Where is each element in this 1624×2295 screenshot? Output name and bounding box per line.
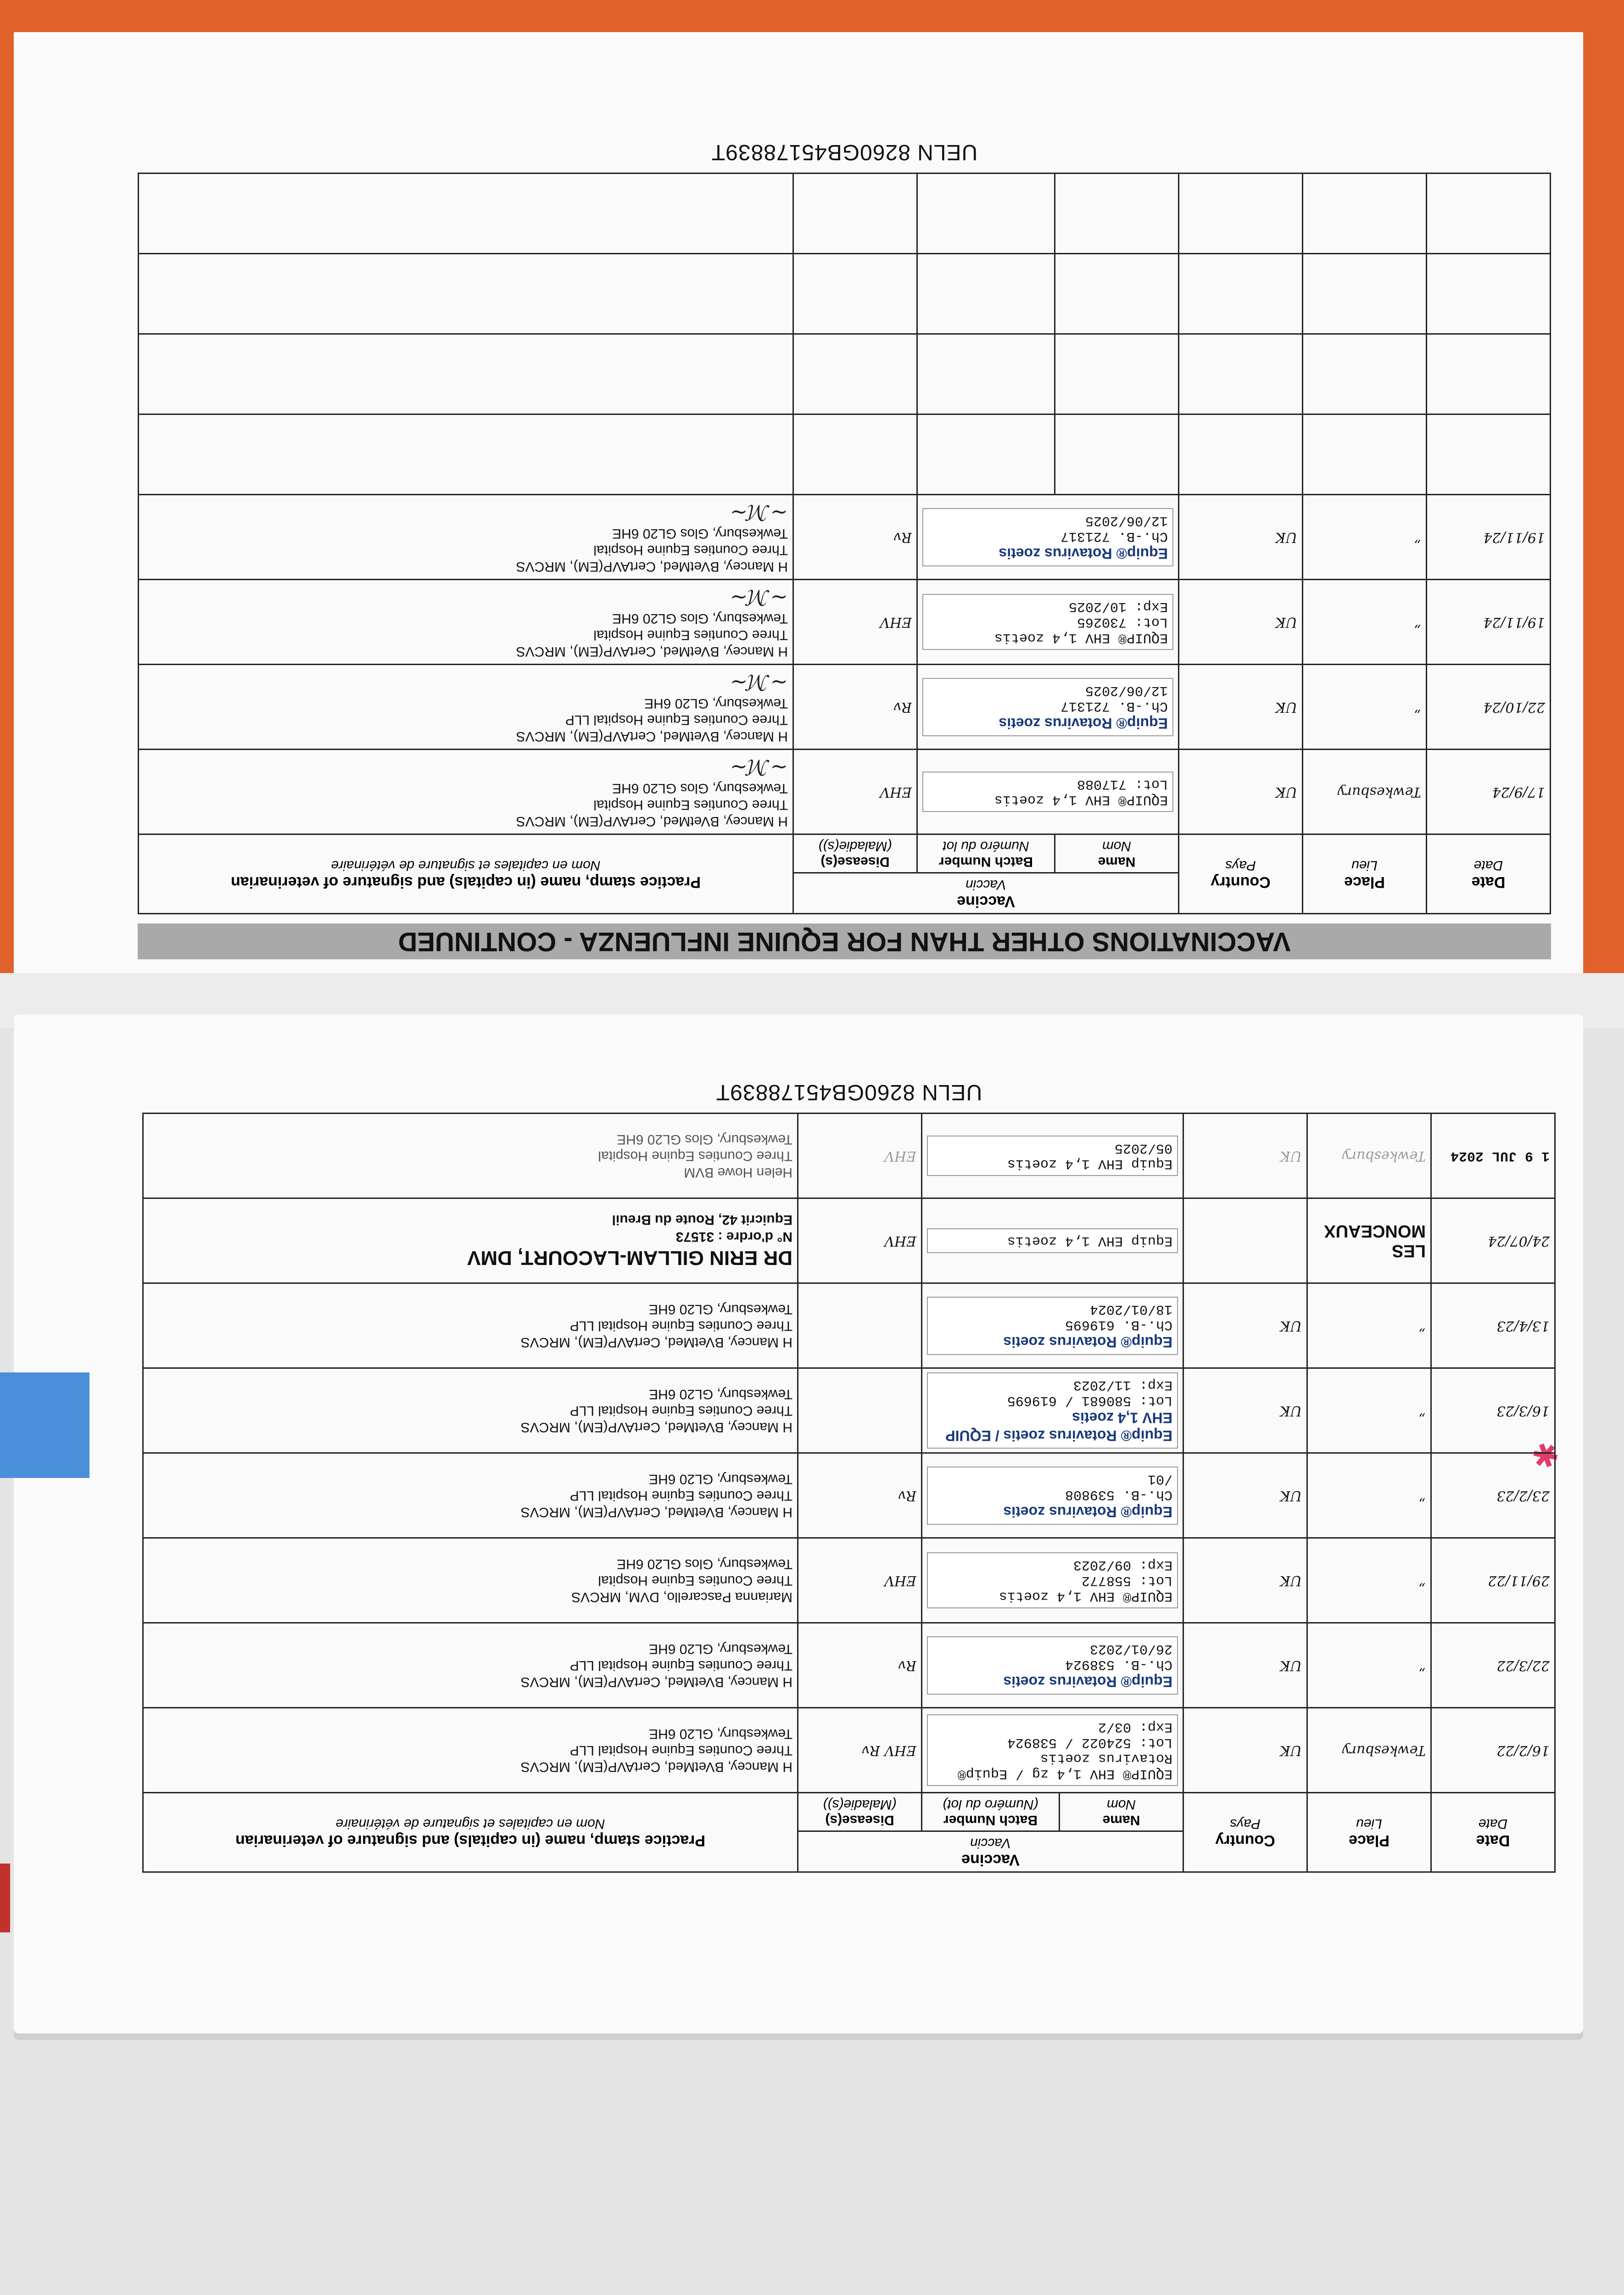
cell-date: 16/2/22 <box>1431 1708 1555 1793</box>
cell-place: LES MONCEAUX <box>1307 1198 1431 1283</box>
cell-date: 29/11/22 <box>1431 1538 1555 1623</box>
vaccine-sticker: Equip EHV 1,4 zoetis <box>927 1228 1178 1253</box>
cell-practice-stamp: Helen Howe BVM Three Counties Equine Hospital Tewkesbury, Glos GL20 6HE <box>143 1114 798 1198</box>
header-batch: Batch Number Numéro du lot <box>917 834 1055 873</box>
section-banner: VACCINATIONS OTHER THAN FOR EQUINE INFLUENZA - CONTINUED <box>138 924 1551 959</box>
cell-diseases: Rv <box>798 1623 921 1708</box>
header-date: Date Date <box>1431 1793 1555 1872</box>
cell-vaccine-label <box>922 1368 1183 1453</box>
header-date: Date Date <box>1427 834 1551 914</box>
cell-date: 22/3/22 <box>1431 1623 1555 1708</box>
cell-place: Tewkesbury <box>1307 1114 1431 1198</box>
cell-country: UK <box>1179 665 1303 750</box>
cell-vaccine-label <box>922 1623 1183 1708</box>
cell-country: UK <box>1183 1708 1307 1793</box>
cell-diseases: Rv <box>793 665 917 750</box>
cell-place: ” <box>1303 665 1427 750</box>
cell-practice-stamp: H Mancey, BVetMed, CertAVP(EM), MRCVS Three Counties Equine Hospital LLP Tewkesbury, GL20 6HE ~ℳ~ <box>139 665 793 750</box>
cell-country: UK <box>1179 750 1303 834</box>
table-row <box>143 1538 1555 1623</box>
cell-diseases <box>798 1368 921 1453</box>
table-row <box>139 580 1551 665</box>
cell-date: 23/2/23 <box>1431 1453 1555 1538</box>
cell-place: ” <box>1307 1623 1431 1708</box>
cell-country: UK <box>1183 1368 1307 1453</box>
cell-date: 19/11/24 <box>1427 495 1551 580</box>
signature: ~ℳ~ <box>730 670 788 695</box>
cell-diseases: EHV <box>798 1198 921 1283</box>
cell-vaccine-label <box>922 1198 1183 1283</box>
table-header-row <box>143 1831 1555 1872</box>
cell-place: ” <box>1303 580 1427 665</box>
vaccine-sticker: Equip® Rotavirus zoetis Ch.-B. 539808 /01 <box>927 1467 1178 1525</box>
header-country: Country Pays <box>1183 1793 1307 1872</box>
cell-country: UK <box>1183 1538 1307 1623</box>
ueln-number: UELN 8260GB4517883​9T <box>715 1080 982 1105</box>
vaccine-sticker: EQUIP® EHV 1,4 zoetis Lot: 558772 Exp: 09/2023 <box>927 1552 1178 1608</box>
cell-practice-stamp: H Mancey, BVetMed, CertAVP(EM), MRCVS Three Counties Equine Hospital Tewkesbury, Glos GL20 6HE ~ℳ~ <box>139 580 793 665</box>
table-row <box>139 495 1551 580</box>
pink-pen-mark: ✱ <box>1525 1439 1567 1472</box>
table-row <box>143 1368 1555 1453</box>
vaccine-sticker: Equip® Rotavirus zoetis Ch.-B. 721317 12/06/2025 <box>922 678 1173 736</box>
cell-country: UK <box>1179 580 1303 665</box>
cell-country: UK <box>1183 1453 1307 1538</box>
cell-country: UK <box>1183 1283 1307 1368</box>
cell-vaccine-label <box>917 750 1179 834</box>
header-diseases: Disease(s) (Maladie(s)) <box>798 1793 921 1831</box>
table-row-empty <box>139 254 1551 334</box>
vaccine-sticker: Equip® Rotavirus zoetis Ch.-B. 538924 26/01/2023 <box>927 1636 1178 1695</box>
cell-date: 19/11/24 <box>1427 580 1551 665</box>
table-row-empty <box>139 414 1551 495</box>
cell-date: 22/10/24 <box>1427 665 1551 750</box>
table-row <box>143 1198 1555 1283</box>
red-page-tab <box>0 1864 10 1932</box>
cell-vaccine-label <box>922 1283 1183 1368</box>
cell-place: Tewkesbury <box>1303 750 1427 834</box>
ueln-number: UELN 8260GB4517883​9T <box>711 140 978 165</box>
signature: ~ℳ~ <box>730 500 788 525</box>
cell-diseases: EHV <box>793 580 917 665</box>
header-name: Name Nom <box>1060 1793 1183 1831</box>
signature: ~ℳ~ <box>730 585 788 610</box>
header-country: Country Pays <box>1179 834 1303 914</box>
table-row <box>139 665 1551 750</box>
cell-date: 13/4/23 <box>1431 1283 1555 1368</box>
cell-diseases: Rv <box>798 1453 921 1538</box>
cell-place: Tewkesbury <box>1307 1708 1431 1793</box>
cell-place: ” <box>1307 1453 1431 1538</box>
cell-vaccine-label <box>917 665 1179 750</box>
header-practice: Practice stamp, name (in capitals) and signature of veterinarian Nom en capitales et signature de vétérinaire <box>143 1793 798 1872</box>
header-practice: Practice stamp, name (in capitals) and signature of veterinarian Nom en capitales et signature de vétérinaire <box>139 834 793 914</box>
vaccine-sticker: Equip® Rotavirus zoetis / EQUIP EHV 1,4 zoetis Lot: 580681 / 619695 Exp: 11/2023 <box>927 1372 1178 1449</box>
vaccine-sticker: EQUIP® EHV 1,4 zg / Equip® Rotavirus zoetis Lot: 524022 / 538924 Exp: 03/2 <box>927 1714 1178 1786</box>
vaccine-sticker: Equip® Rotavirus zoetis Ch.-B. 721317 12/06/2025 <box>922 508 1173 566</box>
blue-page-tab <box>0 1372 89 1478</box>
vaccine-sticker: Equip EHV 1,4 zoetis 05/2025 <box>927 1136 1178 1176</box>
table-row <box>143 1708 1555 1793</box>
cell-place: ” <box>1307 1283 1431 1368</box>
cell-practice-stamp: H Mancey, BVetMed, CertAVP(EM), MRCVS Three Counties Equine Hospital LLP Tewkesbury, GL20 6HE <box>143 1623 798 1708</box>
cell-vaccine-label <box>917 495 1179 580</box>
header-batch: Batch Number (Numéro du lot) <box>922 1793 1060 1831</box>
cell-practice-stamp: H Mancey, BVetMed, CertAVP(EM), MRCVS Three Counties Equine Hospital LLP Tewkesbury, GL20 6HE <box>143 1453 798 1538</box>
cell-country <box>1183 1198 1307 1283</box>
table-row-empty <box>139 174 1551 254</box>
cell-practice-stamp: H Mancey, BVetMed, CertAVP(EM), MRCVS Three Counties Equine Hospital LLP Tewkesbury, GL20 6HE <box>143 1708 798 1793</box>
cell-country: UK <box>1183 1114 1307 1198</box>
table-row <box>143 1453 1555 1538</box>
vaccine-sticker: EQUIP® EHV 1,4 zoetis Lot: 717088 <box>922 772 1173 812</box>
cell-date: 1 9 JUL 2024 <box>1431 1114 1555 1198</box>
top-page-content <box>138 92 1551 959</box>
header-place: Place Lieu <box>1307 1793 1431 1872</box>
cell-place: ” <box>1303 495 1427 580</box>
table-row <box>143 1623 1555 1708</box>
cell-vaccine-label <box>922 1114 1183 1198</box>
header-diseases: Disease(s) (Maladie(s)) <box>793 834 917 873</box>
cell-vaccine-label <box>922 1708 1183 1793</box>
table-header-row <box>139 873 1551 914</box>
table-row-empty <box>139 334 1551 414</box>
cell-diseases: Rv <box>793 495 917 580</box>
cell-diseases <box>798 1283 921 1368</box>
header-place: Place Lieu <box>1303 834 1427 914</box>
cell-vaccine-label <box>917 580 1179 665</box>
cell-practice-stamp: Marianna Pascarello, DVM, MRCVS Three Counties Equine Hospital Tewkesbury, Glos GL20 6HE <box>143 1538 798 1623</box>
cell-practice-stamp: DR ERIN GILLAM-LACOURT, DMV N° d'ordre : 31573 Equicrit 42, Route du Breuil <box>143 1198 798 1283</box>
cell-date: 16/3/23 <box>1431 1368 1555 1453</box>
cell-country: UK <box>1179 495 1303 580</box>
cell-diseases: EHV Rv <box>798 1708 921 1793</box>
cell-diseases: EHV <box>798 1538 921 1623</box>
bottom-page-content <box>142 1033 1556 1914</box>
cell-practice-stamp: H Mancey, BVetMed, CertAVP(EM), MRCVS Three Counties Equine Hospital Tewkesbury, Glos GL20 6HE ~ℳ~ <box>139 495 793 580</box>
cell-practice-stamp: H Mancey, BVetMed, CertAVP(EM), MRCVS Three Counties Equine Hospital LLP Tewkesbury, GL20 6HE <box>143 1368 798 1453</box>
cell-date: 24/07/24 <box>1431 1198 1555 1283</box>
vaccination-table-bottom <box>142 1113 1556 1873</box>
header-vaccine: Vaccine Vaccin <box>793 873 1178 914</box>
table-row <box>143 1283 1555 1368</box>
cell-diseases: EHV <box>793 750 917 834</box>
cell-vaccine-label <box>922 1538 1183 1623</box>
cell-place: ” <box>1307 1538 1431 1623</box>
cell-place: ” <box>1307 1368 1431 1453</box>
vaccine-sticker: EQUIP® EHV 1,4 zoetis Lot: 730265 Exp: 10/2025 <box>922 594 1173 650</box>
cell-practice-stamp: H Mancey, BVetMed, CertAVP(EM), MRCVS Three Counties Equine Hospital LLP Tewkesbury, GL20 6HE <box>143 1283 798 1368</box>
cell-diseases: EHV <box>798 1114 921 1198</box>
vaccination-table-top <box>138 173 1551 914</box>
header-vaccine: Vaccine Vaccin <box>798 1831 1183 1872</box>
signature: ~ℳ~ <box>730 755 788 780</box>
cell-vaccine-label <box>922 1453 1183 1538</box>
cell-date: 17/9/24 <box>1427 750 1551 834</box>
table-row <box>139 750 1551 834</box>
vaccine-sticker: Equip® Rotavirus zoetis Ch.-B. 619695 18/01/2024 <box>927 1297 1178 1355</box>
table-row <box>143 1114 1555 1198</box>
header-name: Name Nom <box>1055 834 1179 873</box>
cell-practice-stamp: H Mancey, BVetMed, CertAVP(EM), MRCVS Three Counties Equine Hospital Tewkesbury, Glos GL20 6HE ~ℳ~ <box>139 750 793 834</box>
cell-country: UK <box>1183 1623 1307 1708</box>
